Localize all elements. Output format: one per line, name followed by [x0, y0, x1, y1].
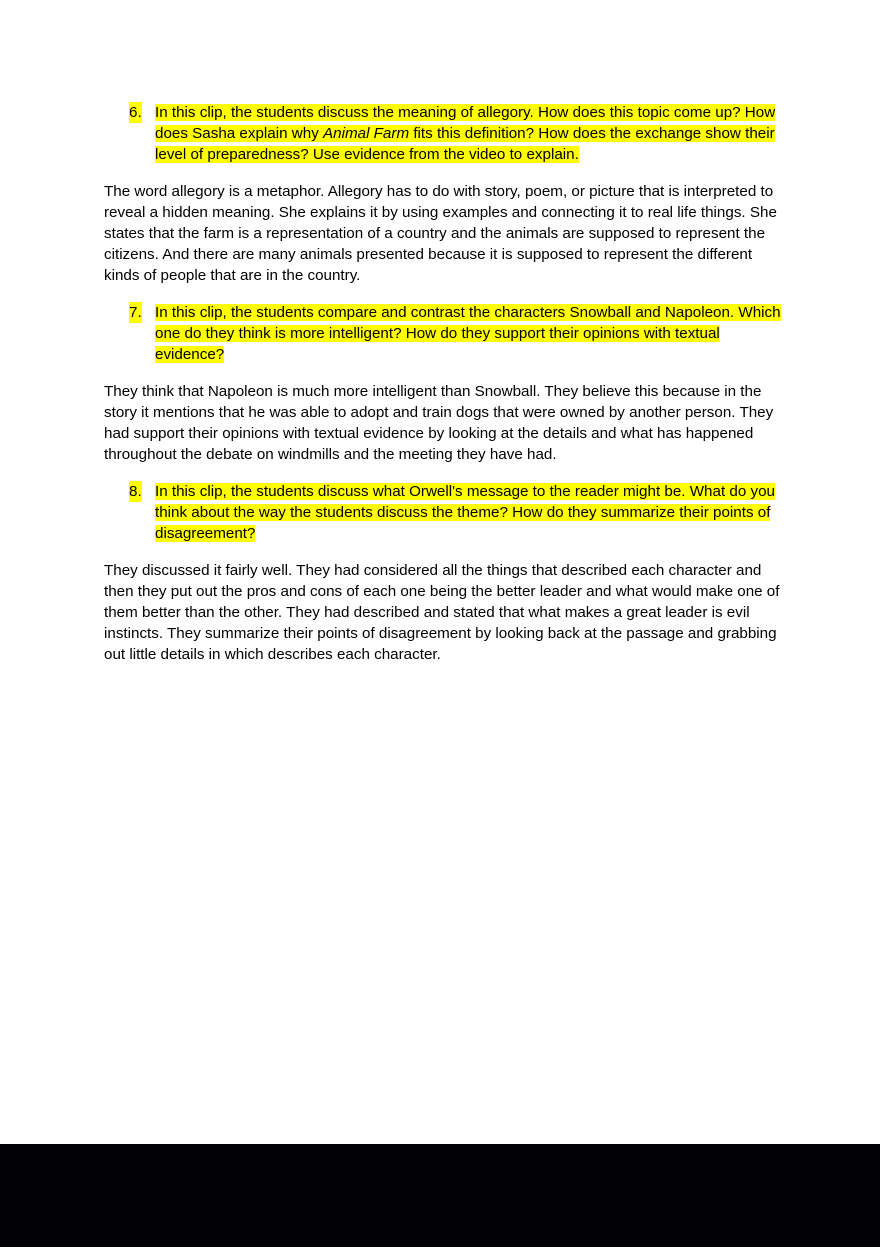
answer-7: They think that Napoleon is much more intelligent than Snowball. They believe this because in the story it mentions that he was able to adopt and train dogs that were owned by another person. They had support their opinions with textual evidence by looking at the details and what has happened throughout the debate on windmills and the meeting they have had. [104, 383, 774, 463]
question-8 [104, 481, 784, 544]
question-7 [104, 302, 784, 365]
question-number: 6. [129, 104, 142, 121]
question-text: In this clip, the students compare and contrast the characters Snowball and Napoleon. Which one do they think is more intelligent? How do they support their opinions with textual evidence? [155, 304, 781, 363]
book-title: Animal Farm [323, 125, 410, 142]
question-number: 8. [129, 483, 142, 500]
answer-6: The word allegory is a metaphor. Allegory has to do with story, poem, or picture that is interpreted to reveal a hidden meaning. She explains it by using examples and connecting it to real life things. She states that the farm is a representation of a country and the animals are supposed to represent the citizens. And there are many animals presented because it is supposed to represent the different kinds of people that are in the country. [104, 183, 777, 284]
question-number: 7. [129, 304, 142, 321]
answer-8: They discussed it fairly well. They had considered all the things that described each character and then they put out the pros and cons of each one being the better leader and what would make one of them better than the other. They had described and stated that what makes a great leader is evil instincts. They summarize their points of disagreement by looking back at the passage and grabbing out little details in which describes each character. [104, 562, 780, 663]
question-text-part: fits this definition? How does the exchange show their level of preparedness? Use evidence from the video to explain. [155, 125, 775, 163]
question-6 [104, 102, 784, 165]
question-text: In this clip, the students discuss what Orwell's message to the reader might be. What do you think about the way the students discuss the theme? How do they summarize their points of disagreement? [155, 483, 775, 542]
question-text-part: In this clip, the students discuss the meaning of allegory. How does this topic come up? How does Sasha explain why [155, 104, 776, 142]
bottom-black-bar [0, 1144, 880, 1247]
document-content [104, 102, 784, 681]
question-text [155, 104, 775, 163]
